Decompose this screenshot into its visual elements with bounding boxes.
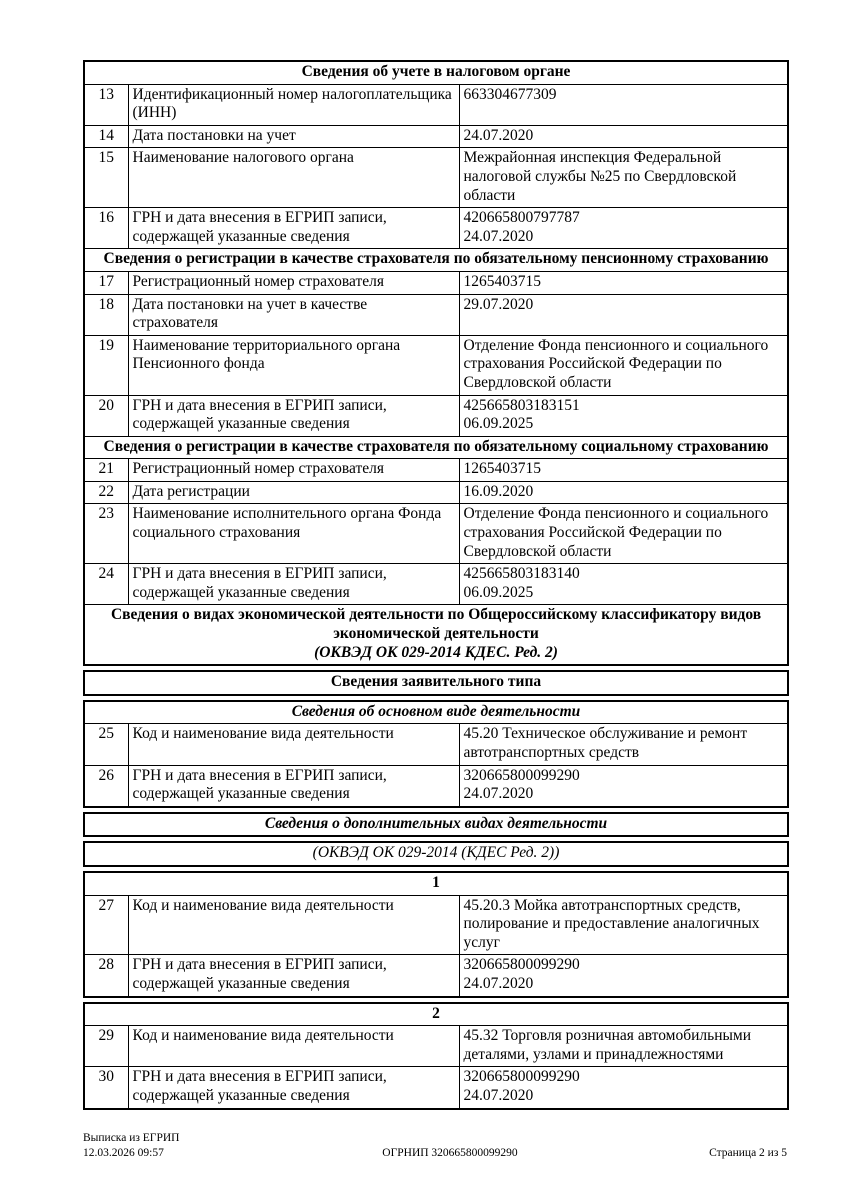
section-header-row [84, 813, 788, 837]
attribute-value-line: 45.32 Торговля розничная автомобильными деталями, узлами и принадлежностями [463, 1027, 752, 1063]
section-header-cell [84, 872, 788, 895]
section-header-row [84, 872, 788, 895]
section-header-cell [84, 842, 788, 866]
attribute-value-line: 45.20.3 Мойка автотранспортных средств, полирование и предоставление аналогичных услуг [463, 896, 760, 951]
section-header-cell [84, 61, 788, 84]
attribute-value-cell [459, 335, 788, 395]
footer-datetime: 12.03.2026 09:57 [83, 1146, 164, 1159]
attribute-value-cell [459, 84, 788, 125]
data-row-15 [84, 148, 788, 208]
attribute-value-line: 425665803183140 [463, 565, 580, 583]
attribute-value-line: Отделение Фонда пенсионного и социального страхования Российской Федерации по Свердловской области [463, 505, 769, 560]
attribute-value-line: 06.09.2025 [463, 583, 534, 601]
section-header-cell [84, 671, 788, 695]
attribute-value-cell [459, 564, 788, 605]
attribute-name-cell: ГРН и дата внесения в ЕГРИП записи, содержащей указанные сведения [128, 955, 459, 997]
data-row-13 [84, 84, 788, 125]
section-header-cell [84, 605, 788, 665]
data-row-21 [84, 459, 788, 482]
attribute-value-cell [459, 1026, 788, 1067]
section-header-row [84, 61, 788, 84]
row-number-cell: 18 [84, 294, 128, 335]
row-number-cell: 20 [84, 395, 128, 436]
table-block-0 [83, 60, 789, 666]
attribute-value-cell [459, 481, 788, 504]
attribute-name-cell: Наименование налогового органа [128, 148, 459, 208]
page-footer [83, 1131, 787, 1161]
document-tables [83, 60, 787, 1114]
attribute-name-cell: Наименование исполнительного органа Фонда социального страхования [128, 504, 459, 564]
section-header-row [84, 436, 788, 459]
section-header-cell [84, 249, 788, 272]
attribute-name-cell: Дата постановки на учет [128, 125, 459, 148]
attribute-value-cell [459, 895, 788, 955]
data-row-19 [84, 335, 788, 395]
data-row-22 [84, 481, 788, 504]
data-row-25 [84, 724, 788, 765]
attribute-value-cell [459, 125, 788, 148]
row-number-cell: 23 [84, 504, 128, 564]
section-header-text: Сведения об учете в налоговом органе [301, 63, 571, 80]
attribute-value-line: 29.07.2020 [463, 295, 534, 313]
attribute-value-line: 06.09.2025 [463, 415, 534, 433]
data-row-16 [84, 208, 788, 249]
section-header-text: Сведения о регистрации в качестве страхователя по обязательному пенсионному страхованию [103, 250, 769, 268]
attribute-value-line: 16.09.2020 [463, 482, 534, 500]
section-header-row [84, 671, 788, 695]
row-number-cell: 22 [84, 481, 128, 504]
footer-page-number: Страница 2 из 5 [709, 1146, 787, 1159]
row-number-cell: 24 [84, 564, 128, 605]
attribute-name-cell: ГРН и дата внесения в ЕГРИП записи, содержащей указанные сведения [128, 208, 459, 249]
attribute-value-cell [459, 765, 788, 807]
section-header-text: Сведения заявительного типа [330, 673, 542, 691]
data-row-18 [84, 294, 788, 335]
attribute-value-line: 45.20 Техническое обслуживание и ремонт автотранспортных средств [463, 725, 748, 761]
table-block-3 [83, 812, 789, 838]
footer-doc-info [83, 1131, 263, 1161]
data-row-23 [84, 504, 788, 564]
row-number-cell: 19 [84, 335, 128, 395]
attribute-value-cell [459, 724, 788, 765]
attribute-name-cell: ГРН и дата внесения в ЕГРИП записи, содержащей указанные сведения [128, 564, 459, 605]
section-header-cell [84, 701, 788, 724]
attribute-name-cell: ГРН и дата внесения в ЕГРИП записи, содержащей указанные сведения [128, 1067, 459, 1109]
data-row-26 [84, 765, 788, 807]
section-header-text: Сведения о видах экономической деятельности по Общероссийскому классификатору видов экономической деятельности [110, 606, 762, 643]
row-number-cell: 16 [84, 208, 128, 249]
section-header-cell [84, 813, 788, 837]
attribute-value-line: 663304677309 [463, 85, 557, 103]
attribute-value-line: 24.07.2020 [463, 1086, 534, 1104]
attribute-name-cell: Код и наименование вида деятельности [128, 724, 459, 765]
attribute-value-cell [459, 148, 788, 208]
data-row-20 [84, 395, 788, 436]
data-row-28 [84, 955, 788, 997]
attribute-value-line: 1265403715 [463, 460, 541, 478]
attribute-value-cell [459, 955, 788, 997]
section-header-text: (ОКВЭД ОК 029-2014 КДЕС. Ред. 2) [314, 643, 558, 661]
attribute-value-cell [459, 395, 788, 436]
attribute-value-cell [459, 504, 788, 564]
row-number-cell: 28 [84, 955, 128, 997]
attribute-name-cell: Регистрационный номер страхователя [128, 271, 459, 294]
row-number-cell: 14 [84, 125, 128, 148]
footer-ogrnip: ОГРНИП 320665800099290 [382, 1146, 518, 1159]
section-header-row [84, 605, 788, 665]
row-number-cell: 21 [84, 459, 128, 482]
section-header-row [84, 701, 788, 724]
attribute-value-line: 425665803183151 [463, 396, 580, 414]
data-row-17 [84, 271, 788, 294]
attribute-name-cell: ГРН и дата внесения в ЕГРИП записи, содержащей указанные сведения [128, 395, 459, 436]
attribute-value-cell [459, 208, 788, 249]
attribute-value-cell [459, 1067, 788, 1109]
attribute-value-line: Отделение Фонда пенсионного и социального страхования Российской Федерации по Свердловской области [463, 336, 769, 391]
table-block-1 [83, 670, 789, 696]
row-number-cell: 27 [84, 895, 128, 955]
data-row-14 [84, 125, 788, 148]
section-header-row [84, 1003, 788, 1026]
section-header-text: Сведения об основном виде деятельности [291, 702, 581, 720]
table-block-2 [83, 700, 789, 808]
footer-doc-type: Выписка из ЕГРИП [83, 1132, 180, 1144]
attribute-value-line: 320665800099290 [463, 956, 580, 974]
table-block-5 [83, 871, 789, 998]
attribute-name-cell: Код и наименование вида деятельности [128, 895, 459, 955]
attribute-value-line: 24.07.2020 [463, 974, 534, 992]
section-header-text: Сведения о дополнительных видах деятельности [264, 814, 608, 832]
attribute-value-line: 1265403715 [463, 272, 541, 290]
row-number-cell: 30 [84, 1067, 128, 1109]
attribute-value-line: 24.07.2020 [463, 126, 534, 144]
attribute-value-cell [459, 271, 788, 294]
attribute-name-cell: Дата регистрации [128, 481, 459, 504]
row-number-cell: 13 [84, 84, 128, 125]
attribute-name-cell: Регистрационный номер страхователя [128, 459, 459, 482]
attribute-value-cell [459, 459, 788, 482]
row-number-cell: 29 [84, 1026, 128, 1067]
section-header-text: 2 [432, 1004, 440, 1022]
data-row-27 [84, 895, 788, 955]
table-block-4 [83, 841, 789, 867]
section-header-text: Сведения о регистрации в качестве страхователя по обязательному социальному страхованию [103, 437, 769, 455]
attribute-name-cell: Код и наименование вида деятельности [128, 1026, 459, 1067]
section-header-row [84, 249, 788, 272]
data-row-29 [84, 1026, 788, 1067]
row-number-cell: 26 [84, 765, 128, 807]
section-header-row [84, 842, 788, 866]
attribute-value-line: 24.07.2020 [463, 785, 534, 803]
row-number-cell: 25 [84, 724, 128, 765]
attribute-value-line: Межрайонная инспекция Федеральной налоговой службы №25 по Свердловской области [463, 149, 737, 204]
data-row-30 [84, 1067, 788, 1109]
attribute-value-line: 320665800099290 [463, 766, 580, 784]
attribute-name-cell: Дата постановки на учет в качестве страхователя [128, 294, 459, 335]
section-header-text: 1 [432, 873, 440, 891]
section-header-cell [84, 1003, 788, 1026]
attribute-name-cell: Наименование территориального органа Пенсионного фонда [128, 335, 459, 395]
table-block-6 [83, 1002, 789, 1110]
attribute-value-cell [459, 294, 788, 335]
section-header-cell [84, 436, 788, 459]
attribute-value-line: 320665800099290 [463, 1068, 580, 1086]
attribute-name-cell: ГРН и дата внесения в ЕГРИП записи, содержащей указанные сведения [128, 765, 459, 807]
attribute-name-cell: Идентификационный номер налогоплательщика (ИНН) [128, 84, 459, 125]
section-header-text: (ОКВЭД ОК 029-2014 (КДЕС Ред. 2)) [312, 844, 560, 862]
attribute-value-line: 420665800797787 [463, 209, 580, 227]
attribute-value-line: 24.07.2020 [463, 227, 534, 245]
row-number-cell: 17 [84, 271, 128, 294]
data-row-24 [84, 564, 788, 605]
row-number-cell: 15 [84, 148, 128, 208]
